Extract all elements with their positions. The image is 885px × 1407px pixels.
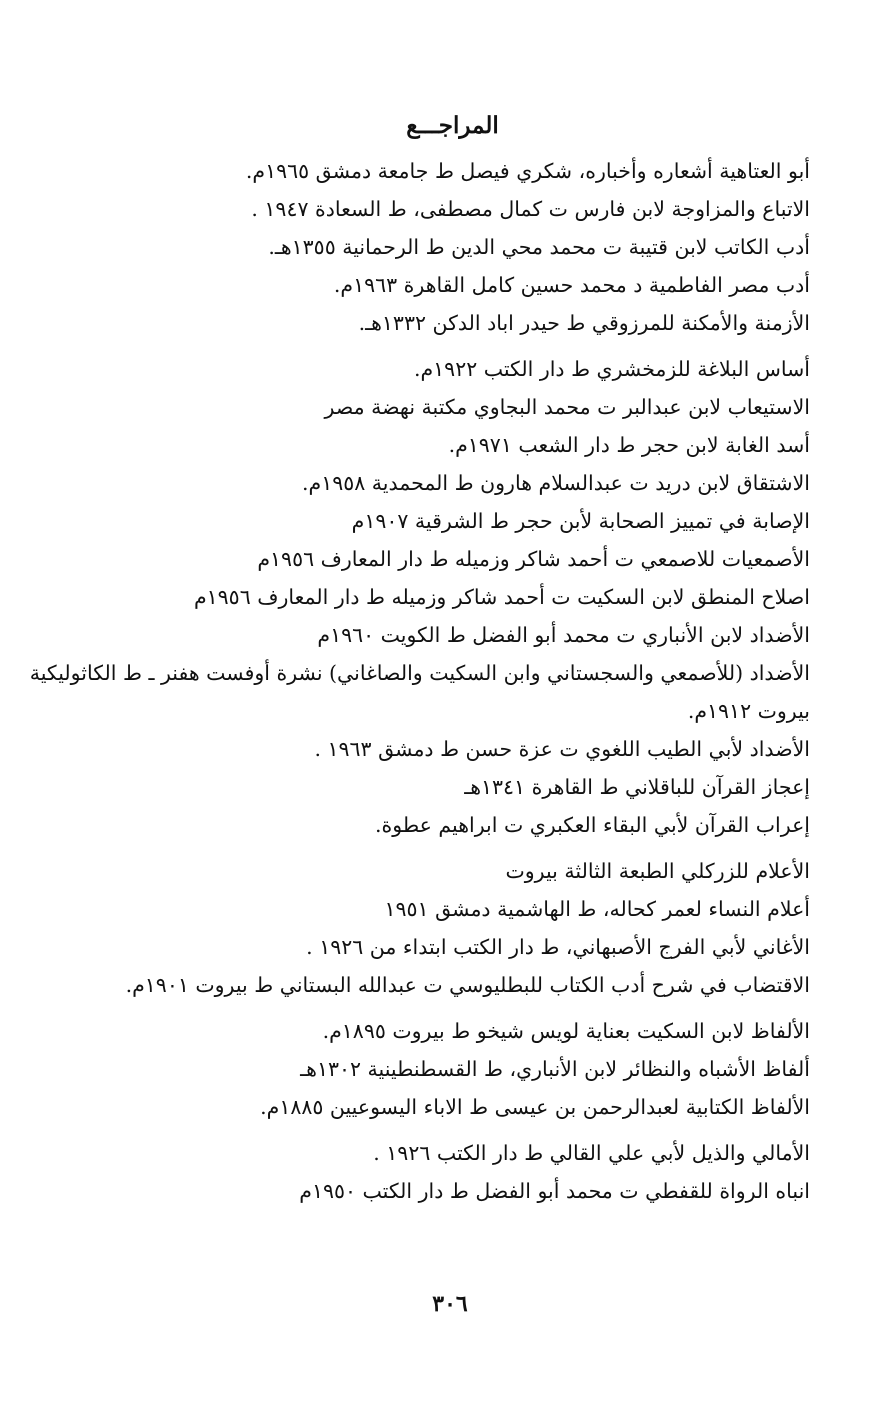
reference-entry: الألفاظ الكتابية لعبدالرحمن بن عيسى ط الاباء اليسوعيين ١٨٨٥م. [260, 1095, 810, 1119]
reference-entry: الأضداد (للأصمعي والسجستاني وابن السكيت والصاغاني) نشرة أوفست هفنر ـ ط الكاثوليكية بيروت ١٩١٢م. [29, 661, 810, 723]
reference-entry: الألفاظ لابن السكيت بعناية لويس شيخو ط بيروت ١٨٩٥م. [322, 1019, 810, 1043]
reference-entry: اصلاح المنطق لابن السكيت ت أحمد شاكر وزميله ط دار المعارف ١٩٥٦م [193, 585, 810, 609]
reference-entry: الأضداد لأبي الطيب اللغوي ت عزة حسن ط دمشق ١٩٦٣ . [314, 737, 810, 761]
reference-entry: إعجاز القرآن للباقلاني ط القاهرة ١٣٤١هـ [464, 775, 810, 799]
reference-entry: أسد الغابة لابن حجر ط دار الشعب ١٩٧١م. [448, 433, 810, 457]
reference-entry: ألفاظ الأشباه والنظائر لابن الأنباري، ط القسطنطينية ١٣٠٢هـ [300, 1057, 810, 1081]
reference-entry: الاتباع والمزاوجة لابن فارس ت كمال مصطفى، ط السعادة ١٩٤٧ . [251, 197, 810, 221]
reference-entry: انباه الرواة للقفطي ت محمد أبو الفضل ط دار الكتب ١٩٥٠م [299, 1179, 810, 1203]
reference-entry: الإصابة في تمييز الصحابة لأبن حجر ط الشرقية ١٩٠٧م [351, 509, 810, 533]
page-number: ٣٠٦ [432, 1291, 468, 1317]
page-heading: المراجـــع [406, 112, 499, 139]
reference-entry: الأصمعيات للاصمعي ت أحمد شاكر وزميله ط دار المعارف ١٩٥٦م [257, 547, 810, 571]
reference-entry: أعلام النساء لعمر كحاله، ط الهاشمية دمشق ١٩٥١ [384, 897, 810, 921]
reference-entry: أدب مصر الفاطمية د محمد حسين كامل القاهرة ١٩٦٣م. [333, 273, 810, 297]
reference-entry: الأعلام للزركلي الطبعة الثالثة بيروت [505, 859, 810, 883]
reference-entry: الاشتقاق لابن دريد ت عبدالسلام هارون ط المحمدية ١٩٥٨م. [302, 471, 810, 495]
reference-entry: الاستيعاب لابن عبدالبر ت محمد البجاوي مكتبة نهضة مصر [324, 395, 810, 419]
reference-entry: الأزمنة والأمكنة للمرزوقي ط حيدر اباد الدكن ١٣٣٢هـ. [358, 311, 810, 335]
reference-entry: الاقتضاب في شرح أدب الكتاب للبطليوسي ت عبدالله البستاني ط بيروت ١٩٠١م. [125, 973, 810, 997]
reference-entry: الأغاني لأبي الفرج الأصبهاني، ط دار الكتب ابتداء من ١٩٢٦ . [306, 935, 810, 959]
references-list [20, 152, 810, 1210]
reference-entry: الأمالي والذيل لأبي علي القالي ط دار الكتب ١٩٢٦ . [373, 1141, 810, 1165]
reference-entry: إعراب القرآن لأبي البقاء العكبري ت ابراهيم عطوة. [374, 813, 810, 837]
reference-entry: أساس البلاغة للزمخشري ط دار الكتب ١٩٢٢م. [413, 357, 810, 381]
reference-entry: أدب الكاتب لابن قتيبة ت محمد محي الدين ط الرحمانية ١٣٥٥هـ. [268, 235, 810, 259]
reference-entry: الأضداد لابن الأنباري ت محمد أبو الفضل ط الكويت ١٩٦٠م [317, 623, 810, 647]
reference-entry: أبو العتاهية أشعاره وأخباره، شكري فيصل ط جامعة دمشق ١٩٦٥م. [245, 159, 810, 183]
